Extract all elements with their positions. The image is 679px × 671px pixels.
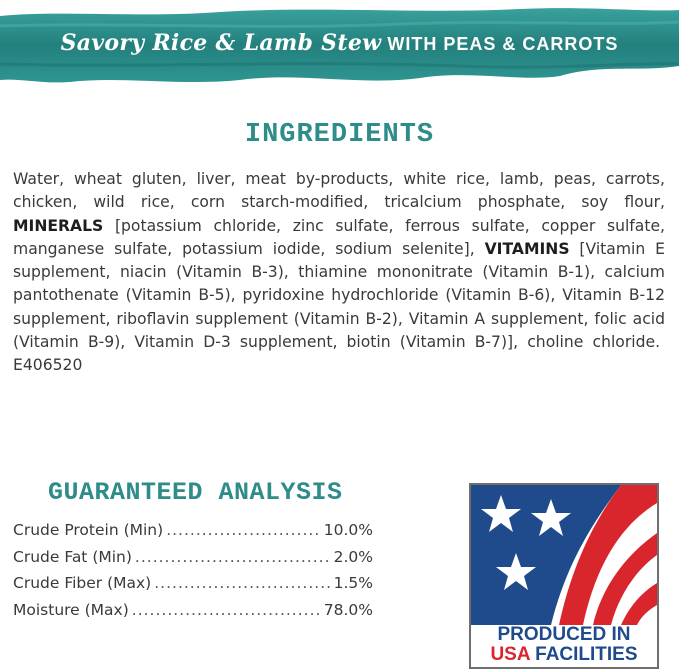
- analysis-value: 10.0%: [323, 521, 373, 539]
- product-title-caps: WITH PEAS & CARROTS: [387, 34, 619, 54]
- analysis-label: Crude Fat (Min): [13, 547, 132, 566]
- analysis-label: Moisture (Max): [13, 600, 129, 619]
- product-code: E406520: [13, 356, 83, 375]
- product-title: [0, 30, 679, 56]
- analysis-value: 1.5%: [333, 574, 373, 592]
- badge-line-1: PRODUCED IN: [497, 624, 631, 645]
- analysis-row: [13, 548, 373, 575]
- minerals-label: MINERALS: [13, 216, 104, 235]
- ingredients-heading: INGREDIENTS: [244, 120, 435, 150]
- ingredients-list: [13, 168, 665, 378]
- usa-facilities-badge: [469, 483, 659, 669]
- analysis-row: [13, 521, 373, 548]
- analysis-value: 2.0%: [333, 547, 373, 566]
- badge-caption: [471, 625, 657, 665]
- leader-dots: [132, 601, 321, 619]
- title-banner: [0, 6, 679, 88]
- badge-usa: USA: [490, 644, 530, 665]
- analysis-row: [13, 601, 373, 628]
- usa-flag-icon: [471, 485, 657, 625]
- leader-dots: [166, 521, 321, 539]
- analysis-value: 78.0%: [323, 600, 373, 619]
- analysis-label: Crude Protein (Min): [13, 521, 164, 539]
- minerals-text: [potassium chloride, zinc sulfate, ferrous sulfate, copper sulfate, manganese sulfate, potassium iodide, sodium selenite],: [13, 216, 665, 258]
- guaranteed-analysis-heading: GUARANTEED ANALYSIS: [48, 478, 343, 507]
- analysis-label: Crude Fiber (Max): [13, 574, 152, 592]
- guaranteed-analysis-table: [13, 521, 373, 627]
- badge-facilities: FACILITIES: [529, 644, 638, 665]
- leader-dots: [154, 574, 330, 592]
- leader-dots: [135, 548, 331, 566]
- badge-line-2: [471, 645, 657, 665]
- ingredients-text: Water, wheat gluten, liver, meat by-products, white rice, lamb, peas, carrots, chicken, wild rice, corn starch-modified, tricalcium phosphate, soy flour,: [13, 170, 665, 212]
- vitamins-label: VITAMINS: [484, 239, 570, 258]
- analysis-row: [13, 574, 373, 601]
- product-title-script: Savory Rice & Lamb Stew: [60, 30, 382, 56]
- vitamins-text: [Vitamin E supplement, niacin (Vitamin B-3), thiamine mononitrate (Vitamin B-1), calcium pantothenate (Vitamin B-5), pyridoxine hydrochloride (Vitamin B-6), Vitamin B-12 supplement, riboflavin supplement (Vitamin B-2), Vitamin A supplement, folic acid (Vitamin B-9), Vitamin D-3 supplement, biotin (Vitamin B-7)], choline chloride.: [13, 239, 665, 352]
